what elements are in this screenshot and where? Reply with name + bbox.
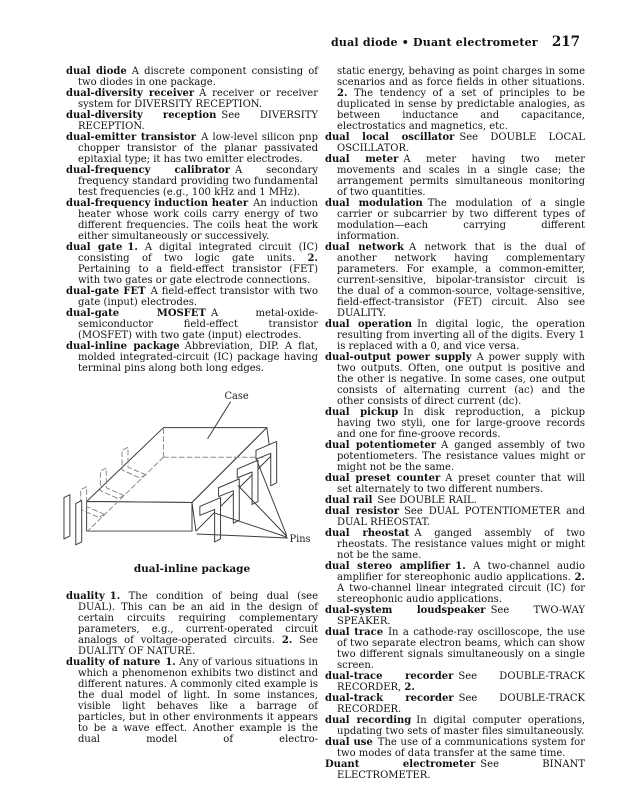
dictionary-entry: dual network A network that is the dual of another network having complementary parameters. For example, a common-emitter, current-sensitive, bipolar-transistor circuit is the dual of a common-source, voltage-sensitive, field-effect-transistor (FET) circuit. Also see DUALITY.	[325, 242, 585, 319]
dictionary-entry: dual-inline package Abbreviation, DIP. A flat, molded integrated-circuit (IC) package having terminal pins along both long edges.	[66, 341, 318, 374]
dictionary-entry: dual rheostat A ganged assembly of two rheostats. The resistance values might or might not be the same.	[325, 528, 585, 561]
entry-term: dual preset counter	[325, 473, 441, 484]
dictionary-entry: dual meter A meter having two meter movements and scales in a single case; the arrangement permits simultaneous monitoring of two quantities.	[325, 154, 585, 198]
right-column	[325, 66, 585, 781]
entry-term: dual-diversity reception	[66, 110, 217, 121]
entry-term: dual-system loudspeaker	[325, 605, 486, 616]
running-head	[0, 31, 580, 50]
dictionary-entry: dual-frequency calibrator A secondary frequency standard providing two fundamental test frequencies (e.g., 100 kHz and 1 MHz).	[66, 165, 318, 198]
dictionary-entry: dual preset counter A preset counter that will set alternately to two different numbers.	[325, 473, 585, 495]
dictionary-entry: dual local oscillator See DOUBLE LOCAL OSCILLATOR.	[325, 132, 585, 154]
entry-term: dual rail	[325, 495, 373, 506]
entry-term: dual-inline package	[66, 341, 180, 352]
entry-term: dual pickup	[325, 407, 399, 418]
entry-term: dual-emitter transistor	[66, 132, 197, 143]
entry-term: dual-track recorder	[325, 693, 454, 704]
dictionary-entry: dual recording In digital computer operations, updating two sets of master files simultaneously.	[325, 715, 585, 737]
dictionary-entry: dual gate 1. A digital integrated circuit (IC) consisting of two logic gate units. 2. Pertaining to a field-effect transistor (FET) with two gates or gate electrode connections.	[66, 242, 318, 286]
dictionary-entry: dual-gate MOSFET A metal-oxide-semiconductor field-effect transistor (MOSFET) with two gate (input) electrodes.	[66, 308, 318, 341]
dictionary-entry: dual-track recorder See DOUBLE-TRACK RECORDER.	[325, 693, 585, 715]
dictionary-entry: dual-trace recorder See DOUBLE-TRACK RECORDER, 2.	[325, 671, 585, 693]
guide-words: dual diode • Duant electrometer	[331, 36, 538, 49]
entry-term: dual recording	[325, 715, 412, 726]
dictionary-entry: dual-diversity receiver A receiver or receiver system for DIVERSITY RECEPTION.	[66, 88, 318, 110]
dictionary-entry: dual diode A discrete component consisting of two diodes in one package.	[66, 66, 318, 88]
dictionary-entry: dual modulation The modulation of a single carrier or subcarrier by two different types of modulation—each carrying different information.	[325, 198, 585, 242]
dictionary-entry: Duant electrometer See BINANT ELECTROMETER.	[325, 759, 585, 781]
entry-term: dual operation	[325, 319, 413, 330]
dictionary-entry: dual-diversity reception See DIVERSITY RECEPTION.	[66, 110, 318, 132]
entry-term: dual stereo amplifier	[325, 561, 451, 572]
dictionary-entry: dual stereo amplifier 1. A two-channel audio amplifier for stereophonic audio applications. 2. A two-channel linear integrated circuit (IC) for stereophonic audio applications.	[325, 561, 585, 605]
dip-front-face	[87, 502, 192, 532]
dictionary-entry: dual potentiometer A ganged assembly of two potentiometers. The resistance values might or might not be the same.	[325, 440, 586, 473]
dictionary-entry: static energy, behaving as point charges in some scenarios and as force fields in other situations. 2. The tendency of a set of principles to be duplicated in sense by predictable analogies, as between inductance and capacitance, electrostatics and magnetics, etc.	[337, 66, 585, 132]
entry-term: dual-gate FET	[66, 286, 146, 297]
figure-caption: dual-inline package	[133, 563, 251, 575]
dictionary-entry: dual resistor See DUAL POTENTIOMETER and DUAL RHEOSTAT.	[325, 506, 585, 528]
entry-term: dual-output power supply	[325, 352, 472, 363]
entry-term: dual meter	[325, 154, 399, 165]
dictionary-entry: duality 1. The condition of being dual (see DUAL). This can be an aid in the design of certain circuits requiring complementary parameters, e.g., current-operated circuit analogs of voltage-operated circuits. 2. See DUALITY OF NATURE.	[66, 591, 318, 657]
entry-term: dual local oscillator	[325, 132, 455, 143]
dictionary-entry: dual operation In digital logic, the operation resulting from inverting all of the digits. Every 1 is replaced with a 0, and vice versa.	[325, 319, 586, 352]
entry-term: dual modulation	[325, 198, 423, 209]
entry-term: dual-diversity receiver	[66, 88, 195, 99]
entry-term: dual use	[325, 737, 373, 748]
entry-term: dual network	[325, 242, 404, 253]
figure-label-case: Case	[224, 391, 249, 403]
dip-figure-drawing	[62, 388, 320, 554]
entry-term: dual resistor	[325, 506, 400, 517]
dictionary-entry: dual trace In a cathode-ray oscilloscope, the use of two separate electron beams, which can show two different signals simultaneously on a single screen.	[325, 627, 585, 671]
dictionary-entry: dual-frequency induction heater An induction heater whose work coils carry energy of two different frequencies. The coils heat the work either simultaneously or successively.	[66, 198, 318, 242]
dictionary-entry: duality of nature 1. Any of various situations in which a phenomenon exhibits two distinct and different natures. A commonly cited example is the dual model of light. In some instances, visible light behaves like a barrage of particles, but in other environments it appears to be a wave effect. Another example is the dual model of electro-	[66, 657, 318, 745]
page-number: 217	[551, 34, 580, 50]
dictionary-entry: dual-output power supply A power supply with two outputs. Often, one output is positive and the other is negative. In some cases, one output consists of alternating current (ac) and the other consists of direct current (dc).	[325, 352, 585, 407]
entry-term: duality	[66, 591, 105, 602]
entry-term: dual-frequency calibrator	[66, 165, 231, 176]
dictionary-entry: dual-system loudspeaker See TWO-WAY SPEAKER.	[325, 605, 585, 627]
entry-term: dual rheostat	[325, 528, 410, 539]
entry-term: dual potentiometer	[325, 440, 437, 451]
dictionary-entry: dual-emitter transistor A low-level silicon pnp chopper transistor of the planar passivated epitaxial type; it has two emitter electrodes.	[66, 132, 318, 165]
left-column	[66, 66, 318, 745]
dictionary-entry: dual-gate FET A field-effect transistor with two gate (input) electrodes.	[66, 286, 318, 308]
dip-figure	[66, 388, 318, 575]
figure-label-pins: Pins	[289, 533, 311, 545]
entry-term: duality of nature	[66, 657, 161, 668]
entry-term: dual-frequency induction heater	[66, 198, 249, 209]
entry-term: dual trace	[325, 627, 384, 638]
entry-term: dual diode	[66, 66, 127, 77]
entry-term: Duant electrometer	[325, 759, 476, 770]
entry-term: dual-trace recorder	[325, 671, 454, 682]
entry-term: dual-gate MOSFET	[66, 308, 206, 319]
dictionary-entry: dual use The use of a communications system for two modes of data transfer at the same time.	[325, 737, 585, 759]
dictionary-entry: dual rail See DOUBLE RAIL.	[325, 495, 477, 506]
dictionary-entry: dual pickup In disk reproduction, a pickup having two styli, one for large-groove records and one for fine-groove records.	[325, 407, 585, 440]
entry-term: dual gate	[66, 242, 123, 253]
